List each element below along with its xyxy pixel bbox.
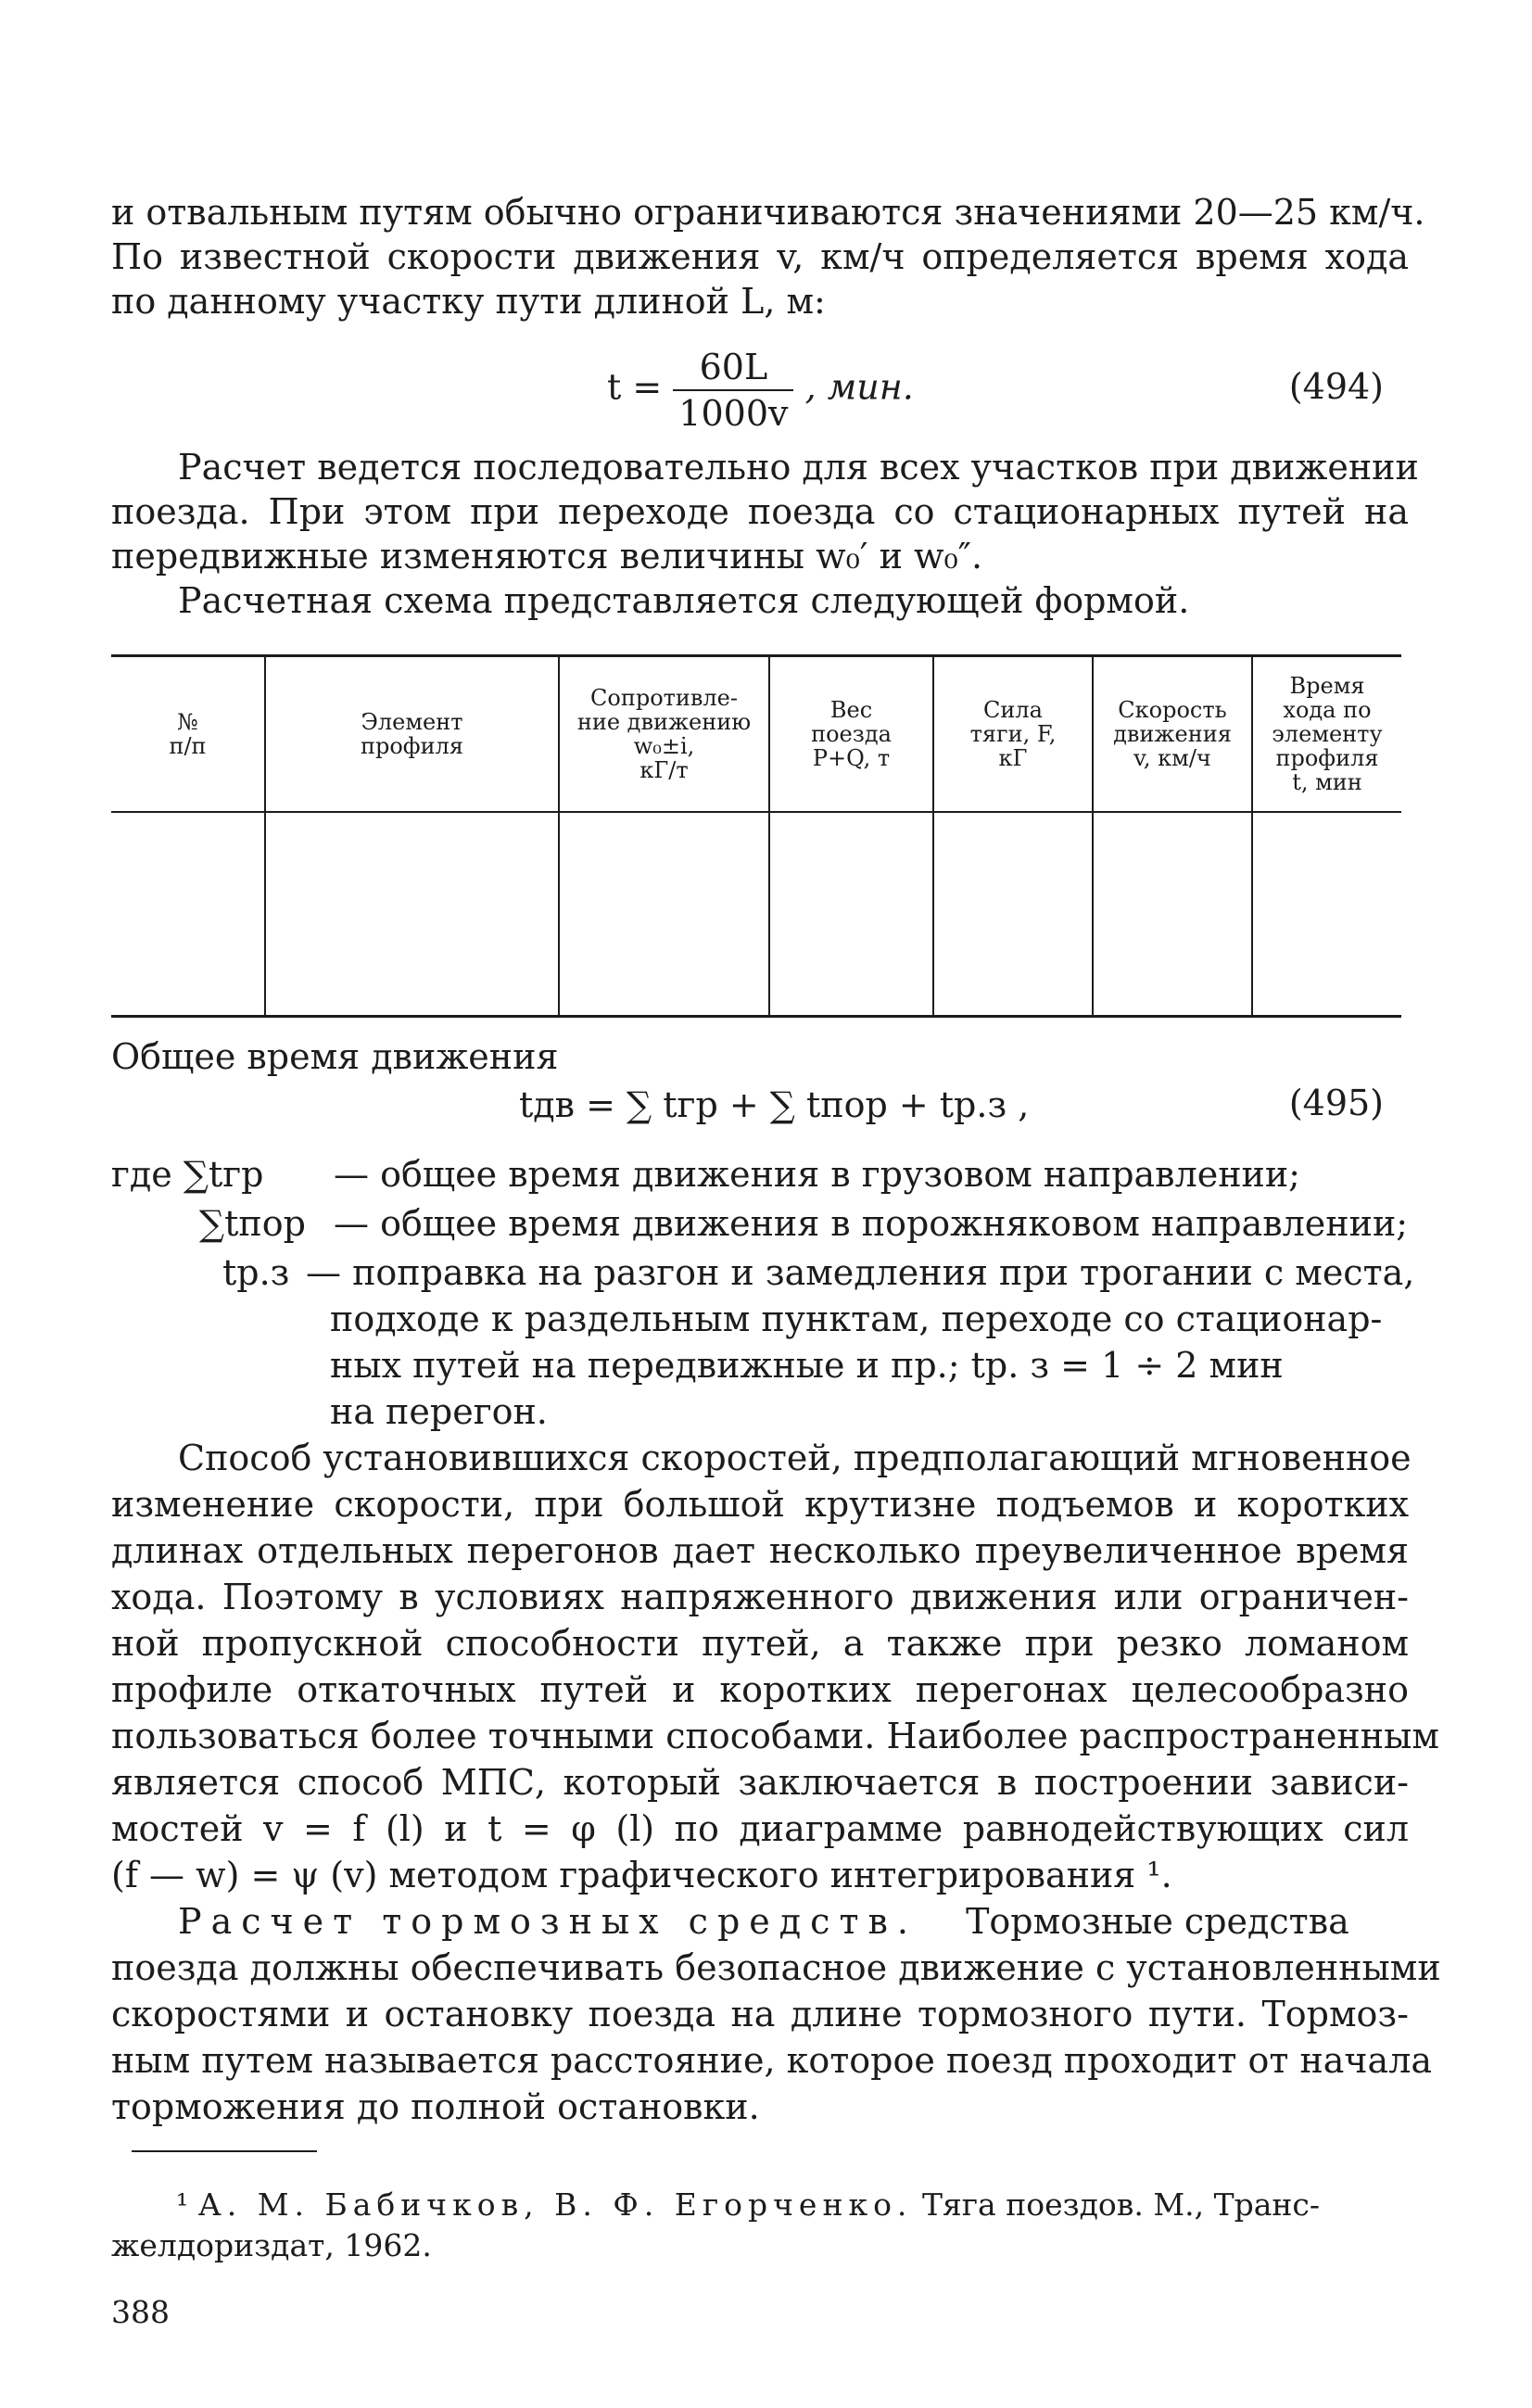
col-number-header: № п/п (111, 656, 265, 813)
method-line: (f — w) = ψ (v) методом графического интегрирования ¹. (111, 1855, 1172, 1895)
table-cell (1093, 812, 1252, 1017)
formula-494-numerator: 60L (673, 345, 793, 391)
calc-line-4: Расчетная схема представляется следующей формой. (178, 580, 1190, 621)
col-element-header: Элемент профиля (265, 656, 559, 813)
brakes-heading (178, 1899, 1349, 1944)
table-cell (559, 812, 769, 1017)
formula-495: tдв = ∑ tгр + ∑ tпор + tр.з , (519, 1084, 1030, 1125)
table-cell (111, 812, 265, 1017)
footnote-rule (132, 2150, 317, 2152)
table-cell (933, 812, 1093, 1017)
where-text-3-line-1: — поправка на разгон и замедления при трогании с места, (306, 1252, 1415, 1293)
method-line: длинах отдельных перегонов дает несколько преувеличенное время (111, 1530, 1409, 1571)
total-time-label: Общее время движения (111, 1036, 559, 1077)
where-text-3-line-3: ных путей на передвижные и пр.; tр. з = 1 ÷ 2 мин (330, 1345, 1284, 1386)
col-weight-header: Вес поезда P+Q, т (769, 656, 933, 813)
method-line: мостей v = f (l) и t = φ (l) по диаграмме равнодействующих сил (111, 1808, 1409, 1849)
calculation-form-table (111, 654, 1401, 1018)
brakes-line: поезда должны обеспечивать безопасное движение с установленными (111, 1947, 1441, 1988)
footnote-title: Тяга поездов. М., Транс- (921, 2186, 1321, 2223)
intro-line-1: и отвальным путям обычно ограничиваются значениями 20—25 км/ч. (111, 192, 1425, 233)
method-line: пользоваться более точными способами. Наиболее распространенным (111, 1716, 1439, 1756)
where-text-3-line-2: подходе к раздельным пунктам, переходе со стационар- (330, 1299, 1383, 1339)
where-symbol-2: ∑tпор (199, 1203, 306, 1244)
where-text-2: — общее время движения в порожняковом направлении; (334, 1203, 1409, 1244)
page-number: 388 (111, 2294, 170, 2330)
table-cell (265, 812, 559, 1017)
method-line: профиле откаточных путей и коротких перегонах целесообразно (111, 1669, 1409, 1710)
footnote-mark: ¹ (176, 2186, 189, 2223)
col-speed-header: Скорость движения v, км/ч (1093, 656, 1252, 813)
table-header-row (111, 656, 1401, 813)
table-cell (1252, 812, 1401, 1017)
brakes-line: скоростями и остановку поезда на длине тормозного пути. Тормоз- (111, 1994, 1409, 2034)
footnote-authors: А. М. Бабичков, В. Ф. Егорченко. (197, 2186, 913, 2223)
formula-494-fraction (673, 345, 793, 436)
footnote-line-1 (176, 2186, 1409, 2224)
formula-494-denominator: 1000v (678, 393, 789, 434)
col-resistance-header: Сопротивле- ние движению w₀±i, кГ/т (559, 656, 769, 813)
calc-line-3: передвижные изменяются величины w₀′ и w₀″. (111, 536, 983, 577)
brakes-heading-text: Расчет тормозных средств. (178, 1901, 918, 1942)
formula-494-lhs: t = (607, 366, 663, 408)
footnote-line-2: желдориздат, 1962. (111, 2227, 432, 2263)
formula-495-number: (495) (1288, 1083, 1384, 1123)
intro-line-2: По известной скорости движения v, км/ч определяется время хода (111, 236, 1409, 277)
brakes-line: торможения до полной остановки. (111, 2086, 760, 2127)
method-line: является способ МПС, который заключается в построении зависи- (111, 1762, 1409, 1803)
where-text-1: — общее время движения в грузовом направлении; (334, 1154, 1300, 1195)
calc-line-2: поезда. При этом при переходе поезда со стационарных путей на (111, 491, 1409, 532)
where-symbol-1: где ∑tгр (111, 1154, 264, 1195)
brakes-line-1-rest: Тормозные средства (966, 1901, 1349, 1942)
method-line: хода. Поэтому в условиях напряженного движения или ограничен- (111, 1577, 1409, 1617)
calc-line-1: Расчет ведется последовательно для всех участков при движении (178, 447, 1419, 488)
table-cell (769, 812, 933, 1017)
method-line: Способ установившихся скоростей, предполагающий мгновенное (178, 1438, 1412, 1478)
brakes-line: ным путем называется расстояние, которое поезд проходит от начала (111, 2040, 1432, 2081)
method-line: изменение скорости, при большой крутизне подъемов и коротких (111, 1484, 1409, 1525)
where-symbol-3: tр.з (222, 1252, 290, 1293)
formula-494-unit: , мин. (804, 366, 914, 408)
where-text-3-line-4: на перегон. (330, 1391, 548, 1432)
formula-494 (607, 345, 914, 436)
table-row (111, 812, 1401, 1017)
formula-494-number: (494) (1288, 366, 1384, 407)
intro-line-3: по данному участку пути длиной L, м: (111, 281, 826, 322)
col-time-header: Время хода по элементу профиля t, мин (1252, 656, 1401, 813)
col-traction-header: Сила тяги, F, кГ (933, 656, 1093, 813)
method-line: ной пропускной способности путей, а также при резко ломаном (111, 1623, 1409, 1664)
